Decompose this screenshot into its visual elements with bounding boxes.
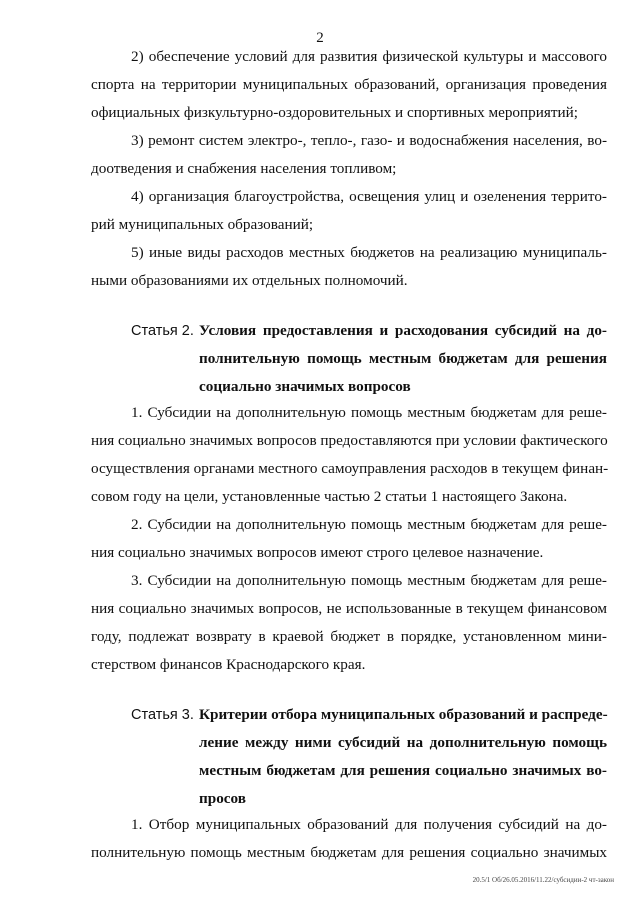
list-item-line: рий муниципальных образований; — [91, 216, 314, 233]
article-2-label: Статья 2. — [131, 323, 194, 339]
paragraph-line: совом году на цели, установленные частью 2 статьи 1 настоящего Закона. — [91, 488, 568, 505]
paragraph-line: году, подлежат возврату в краевой бюджет в порядке, установленном мини- — [91, 628, 607, 645]
paragraph-line: ния социально значимых вопросов предоставляются при условии фактического — [91, 432, 608, 449]
article-3-title-line: местным бюджетам для решения социально значимых во- — [199, 762, 607, 779]
list-item-line: 4) организация благоустройства, освещения улиц и озеленения террито- — [131, 188, 607, 205]
list-item-line: доотведения и снабжения населения топливом; — [91, 160, 397, 177]
list-item-line: 3) ремонт систем электро-, тепло-, газо- и водоснабжения населения, во- — [131, 132, 607, 149]
list-item-line: официальных физкультурно-оздоровительных и спортивных мероприятий; — [91, 104, 578, 121]
paragraph-line: 3. Субсидии на дополнительную помощь местным бюджетам для реше- — [131, 572, 607, 589]
page-number: 2 — [316, 30, 324, 46]
paragraph-line: осуществления органами местного самоуправления расходов в текущем финан- — [91, 460, 609, 477]
article-3-label: Статья 3. — [131, 707, 194, 723]
paragraph-line: ния социально значимых вопросов имеют строго целевое назначение. — [91, 544, 544, 561]
article-2-title-line: полнительную помощь местным бюджетам для решения — [199, 350, 607, 367]
article-2-title-line: социально значимых вопросов — [199, 378, 411, 395]
article-3-title-line: ление между ними субсидий на дополнительную помощь — [199, 734, 607, 751]
paragraph-line: 1. Субсидии на дополнительную помощь местным бюджетам для реше- — [131, 404, 607, 421]
article-3-title-line: Критерии отбора муниципальных образований и распреде- — [199, 706, 608, 723]
article-3-title-line: просов — [199, 790, 246, 807]
article-2-title-line: Условия предоставления и расходования субсидий на до- — [199, 322, 607, 339]
paragraph-line: 2. Субсидии на дополнительную помощь местным бюджетам для реше- — [131, 516, 607, 533]
paragraph-line: ния социально значимых вопросов, не использованные в текущем финансовом — [91, 600, 607, 617]
list-item-line: спорта на территории муниципальных образований, организация проведения — [91, 76, 607, 93]
paragraph-line: 1. Отбор муниципальных образований для получения субсидий на до- — [131, 816, 607, 833]
paragraph-line: стерством финансов Краснодарского края. — [91, 656, 366, 673]
list-item-line: 5) иные виды расходов местных бюджетов на реализацию муниципаль- — [131, 244, 607, 261]
footer-document-code: 20.5/1 Об/26.05.2016/11.22/субсидии-2 чт-закон — [472, 876, 614, 884]
list-item-line: ными образованиями их отдельных полномочий. — [91, 272, 408, 289]
list-item-line: 2) обеспечение условий для развития физической культуры и массового — [131, 48, 607, 65]
paragraph-line: полнительную помощь местным бюджетам для решения социально значимых — [91, 844, 607, 861]
